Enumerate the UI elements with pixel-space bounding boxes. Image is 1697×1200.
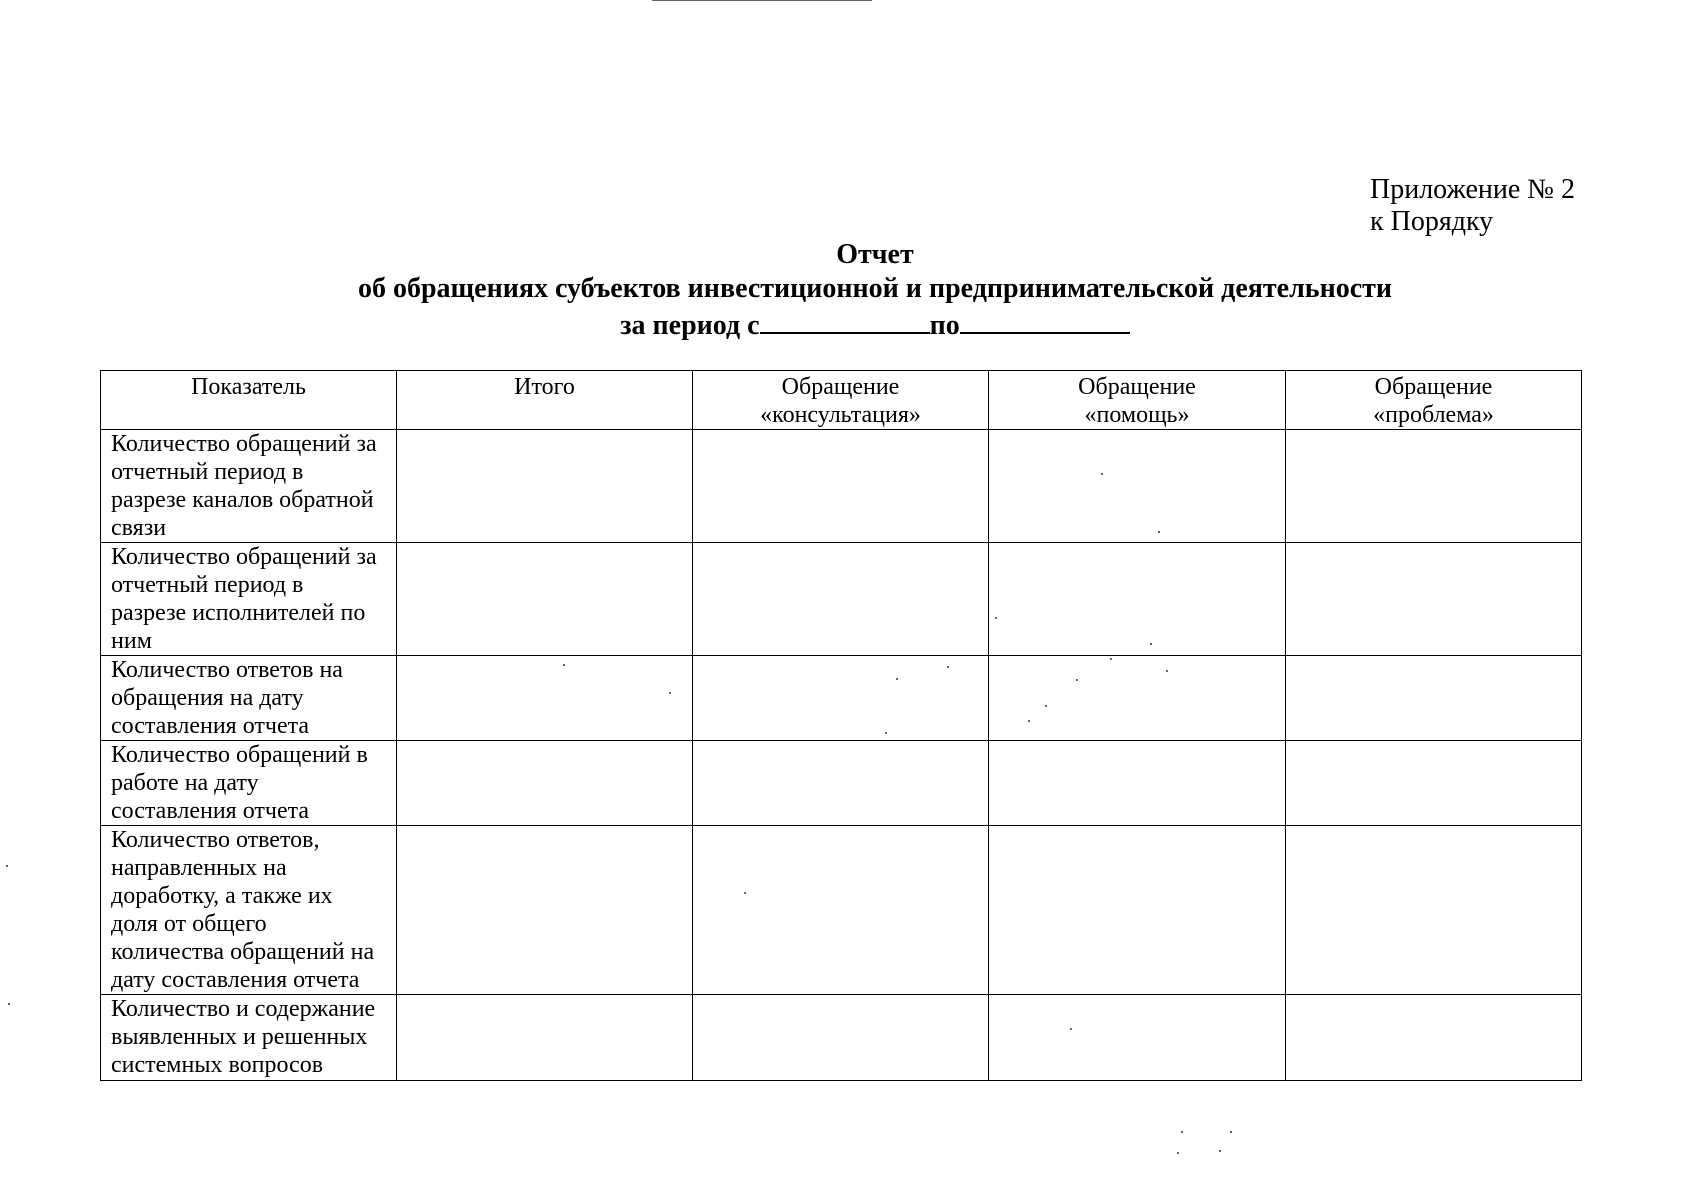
cell-consultation[interactable] bbox=[693, 656, 989, 741]
cell-problem[interactable] bbox=[1286, 543, 1582, 656]
scan-speck bbox=[1158, 531, 1160, 533]
table-row bbox=[101, 543, 1582, 656]
cell-total[interactable] bbox=[397, 430, 693, 543]
scan-speck bbox=[1150, 643, 1152, 645]
cell-total[interactable] bbox=[397, 741, 693, 826]
scan-speck bbox=[896, 678, 898, 680]
appendix-order-reference: к Порядку bbox=[1370, 206, 1494, 237]
scan-speck bbox=[1110, 658, 1112, 660]
cell-consultation[interactable] bbox=[693, 995, 989, 1081]
row-label: Количество ответов, направленных на доработку, а также их доля от общего количества обращений на дату составления отчета bbox=[101, 826, 397, 995]
scan-speck bbox=[1070, 1028, 1072, 1030]
cell-help[interactable] bbox=[989, 995, 1286, 1081]
scan-speck bbox=[563, 664, 565, 666]
scan-speck bbox=[1166, 670, 1168, 672]
cell-total[interactable] bbox=[397, 995, 693, 1081]
scan-speck bbox=[1230, 1131, 1232, 1133]
table-row bbox=[101, 656, 1582, 741]
table-row bbox=[101, 430, 1582, 543]
row-label: Количество обращений за отчетный период в разрезе каналов обратной связи bbox=[101, 430, 397, 543]
period-end-blank[interactable] bbox=[960, 306, 1130, 334]
report-title bbox=[0, 238, 1697, 343]
cell-problem[interactable] bbox=[1286, 656, 1582, 741]
cell-total[interactable] bbox=[397, 656, 693, 741]
row-label: Количество ответов на обращения на дату составления отчета bbox=[101, 656, 397, 741]
period-middle: по bbox=[929, 310, 960, 341]
row-label: Количество обращений за отчетный период в разрезе исполнителей по ним bbox=[101, 543, 397, 656]
top-edge-rule bbox=[652, 0, 872, 1]
header-problem: Обращение «проблема» bbox=[1286, 371, 1582, 430]
cell-help[interactable] bbox=[989, 430, 1286, 543]
report-title-main: Отчет bbox=[836, 239, 914, 270]
scan-speck bbox=[1181, 1131, 1183, 1133]
scan-speck bbox=[1045, 705, 1047, 707]
scan-speck bbox=[885, 732, 887, 734]
cell-total[interactable] bbox=[397, 543, 693, 656]
scan-speck bbox=[6, 865, 8, 867]
cell-problem[interactable] bbox=[1286, 826, 1582, 995]
cell-consultation[interactable] bbox=[693, 826, 989, 995]
row-label: Количество обращений в работе на дату составления отчета bbox=[101, 741, 397, 826]
cell-total[interactable] bbox=[397, 826, 693, 995]
report-table bbox=[100, 370, 1582, 1081]
header-help: Обращение «помощь» bbox=[989, 371, 1286, 430]
scan-speck bbox=[1028, 720, 1030, 722]
scan-speck bbox=[947, 666, 949, 668]
report-period bbox=[0, 306, 1697, 343]
cell-problem[interactable] bbox=[1286, 741, 1582, 826]
header-indicator: Показатель bbox=[101, 371, 397, 430]
scan-speck bbox=[1101, 473, 1103, 475]
header-total: Итого bbox=[397, 371, 693, 430]
row-label: Количество и содержание выявленных и решенных системных вопросов bbox=[101, 995, 397, 1081]
cell-consultation[interactable] bbox=[693, 741, 989, 826]
table-header-row bbox=[101, 371, 1582, 430]
header-consultation: Обращение «консультация» bbox=[693, 371, 989, 430]
cell-consultation[interactable] bbox=[693, 430, 989, 543]
scan-speck bbox=[8, 1003, 10, 1005]
scan-speck bbox=[1219, 1150, 1221, 1152]
cell-help[interactable] bbox=[989, 656, 1286, 741]
cell-help[interactable] bbox=[989, 741, 1286, 826]
cell-problem[interactable] bbox=[1286, 995, 1582, 1081]
cell-problem[interactable] bbox=[1286, 430, 1582, 543]
period-prefix: за период с bbox=[620, 310, 760, 341]
period-start-blank[interactable] bbox=[760, 306, 930, 334]
scan-speck bbox=[744, 892, 746, 894]
cell-help[interactable] bbox=[989, 543, 1286, 656]
cell-consultation[interactable] bbox=[693, 543, 989, 656]
scan-speck bbox=[669, 692, 671, 694]
table-row bbox=[101, 826, 1582, 995]
table-row bbox=[101, 995, 1582, 1081]
table-row bbox=[101, 741, 1582, 826]
report-title-subject: об обращениях субъектов инвестиционной и предпринимательской деятельности bbox=[357, 273, 1393, 304]
cell-help[interactable] bbox=[989, 826, 1286, 995]
appendix-reference bbox=[1370, 174, 1575, 238]
appendix-number: Приложение № 2 bbox=[1370, 174, 1575, 205]
scan-speck bbox=[1177, 1152, 1179, 1154]
scan-speck bbox=[995, 617, 997, 619]
scan-speck bbox=[1076, 679, 1078, 681]
